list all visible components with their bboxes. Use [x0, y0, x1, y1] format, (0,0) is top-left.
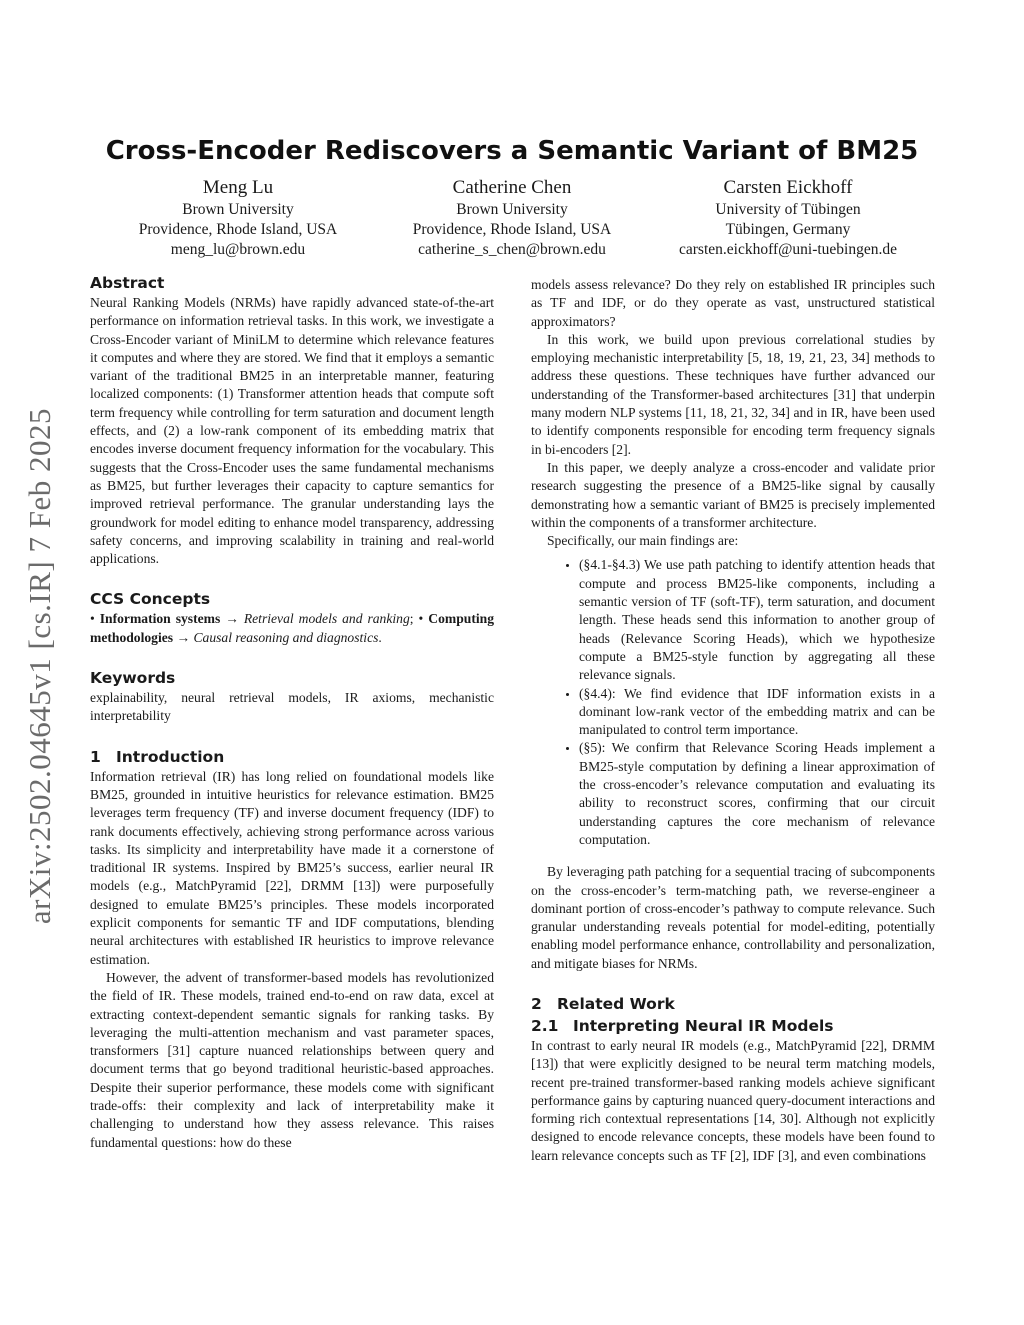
body-paragraph: By leveraging path patching for a sequential tracing of subcomponents on the cross-encoder’s term-matching path, we reverse-engineer a dominant portion of cross-encoder’s pathway to compute relevance. Such granular understanding reveals potential for model-editing, potentially enabling model performance enhance, controllability and personalization, and mitigate biases for NRMs.: [531, 864, 935, 971]
subsection-heading: [531, 1015, 935, 1037]
author-name: Catherine Chen: [452, 177, 572, 198]
ccs-end: .: [378, 629, 382, 645]
section-heading: [531, 993, 935, 1015]
ccs-concept-main: Information systems: [99, 611, 221, 627]
author-email: catherine_s_chen@brown.edu: [418, 241, 606, 258]
ccs-heading: CCS Concepts: [90, 590, 211, 609]
ccs-concept-main: Computing methodologies: [90, 611, 494, 645]
body-paragraph: In contrast to early neural IR models (e.g., MatchPyramid [22], DRMM [13]) that were explicitly designed to be neural term matching models, recent pre-trained transformer-based ranking models achieve significant performance gains by capturing nuanced query-document interactions and forming rich contextual representations [14, 30]. Although not explicitly designed to encode relevance concepts, these models have been found to learn relevance concepts such as TF [2], IDF [3], and even combinations: [531, 1037, 935, 1163]
body-paragraph: In this work, we build upon previous correlational studies by employing mechanistic interpretability [5, 18, 19, 21, 23, 34] methods to address these questions. These techniques have further advanced our understanding of the Transformer-based architectures [31] that underpin many modern NLP systems [11, 18, 21, 32, 34] and in IR, have been used to identify components responsible for encoding term frequency signals in bi-encoders [2].: [531, 331, 935, 457]
paper-title: Cross-Encoder Rediscovers a Semantic Variant of BM25: [105, 136, 919, 166]
author-block: [88, 176, 388, 260]
ccs-concept-sub: Causal reasoning and diagnostics: [193, 629, 379, 645]
author-email: meng_lu@brown.edu: [170, 241, 306, 258]
left-column: [90, 272, 494, 1152]
author-name: Meng Lu: [202, 177, 274, 198]
abstract-text: Neural Ranking Models (NRMs) have rapidly advanced state-of-the-art performance on information retrieval tasks. In this work, we investigate a Cross-Encoder variant of MiniLM to determine which relevance features it computes and where they are stored. We find that it employs a semantic variant of the traditional BM25 in an interpretable manner, featuring localized components: (1) Transformer attention heads that compute soft term frequency while controlling for term saturation and document length effects, and (2) a low-rank component of its embedding matrix that encodes inverse document frequency information for the vocabulary. This suggests that the Cross-Encoder uses the same fundamental mechanisms as BM25, but further leverages their capacity to capture semantics for improved retrieval performance. The granular understanding lays the groundwork for model editing to enhance model transparency, addressing safety concerns, and improving scalability in training and real-world applications.: [90, 295, 494, 567]
author-affiliation: Brown University: [182, 201, 294, 218]
author-affiliation: University of Tübingen: [715, 201, 861, 218]
author-name: Carsten Eickhoff: [723, 177, 853, 198]
ccs-bullet: •: [418, 611, 424, 627]
author-location: Tübingen, Germany: [725, 221, 851, 238]
section-title: Related Work: [557, 994, 675, 1013]
right-column: [531, 276, 935, 1165]
abstract-heading: Abstract: [90, 274, 165, 292]
ccs-arrow: →: [176, 629, 191, 645]
body-paragraph: However, the advent of transformer-based models has revolutionized the field of IR. These models, trained end-to-end on raw data, excel at extracting context-dependent semantic signals for ranking tasks. By leveraging the multi-attention mechanism and vast parameter spaces, transformers [31] capture nuanced relationships between query and document terms that go beyond traditional heuristic-based approaches. Despite their superior performance, these models come with significant trade-offs: their complexity and lack of interpretability make it challenging to understand how they assess relevance. This raises fundamental questions: how do these: [90, 969, 494, 1150]
list-item: • (§5): We confirm that Relevance Scoring Heads implement a BM25-style computation by defining a linear approximation of the cross-encoder’s relevance computation and evaluating its ability to reconstruct scores, confirming that our circuit understanding captures the core mechanism of relevance computation.: [579, 739, 935, 849]
author-email: carsten.eickhoff@uni-tuebingen.de: [679, 241, 897, 258]
ccs-concept-sub: Retrieval models and ranking: [243, 611, 410, 627]
keywords-text: explainability, neural retrieval models, IR axioms, mechanistic interpretability: [90, 690, 494, 724]
list-item: • (§4.4): We find evidence that IDF information exists in a dominant low-rank vector of the embedding matrix and can be manipulated to control term importance.: [579, 685, 935, 740]
section-number: 1: [90, 747, 101, 766]
ccs-arrow: →: [225, 611, 239, 627]
ccs-separator: ;: [409, 611, 414, 627]
subsection-number: 2.1: [531, 1016, 559, 1035]
section-number: 2: [531, 994, 542, 1013]
author-location: Providence, Rhode Island, USA: [412, 221, 612, 238]
author-location: Providence, Rhode Island, USA: [138, 221, 338, 238]
findings-list: [531, 556, 935, 849]
subsection-title: Interpreting Neural IR Models: [573, 1016, 834, 1035]
author-block: [638, 176, 938, 260]
author-block: [362, 176, 662, 260]
author-affiliation: Brown University: [456, 201, 568, 218]
body-paragraph: Specifically, our main findings are:: [547, 533, 739, 549]
ccs-bullet: •: [90, 611, 95, 627]
arxiv-stamp: arXiv:2502.04645v1 [cs.IR] 7 Feb 2025: [22, 408, 57, 925]
body-paragraph: Information retrieval (IR) has long relied on foundational models like BM25, grounded in intuitive heuristics for relevance estimation. BM25 leverages term frequency (TF) and inverse document frequency (IDF) to rank documents effectively, achieving strong performance across various tasks. Its simplicity and interpretability have made it a cornerstone of traditional IR systems. Inspired by BM25’s success, earlier neural IR models (e.g., MatchPyramid [22], DRMM [13]) were purposefully designed to emulate BM25’s principles. These models incorporated explicit components for semantic TF and IDF computations, blending neural architectures with established IR heuristics to improve relevance estimation.: [90, 768, 494, 967]
body-paragraph: models assess relevance? Do they rely on established IR principles such as TF and IDF, or do they operate as vast, unstructured statistical approximators?: [531, 277, 935, 329]
keywords-heading: Keywords: [90, 669, 176, 688]
section-title: Introduction: [116, 747, 225, 766]
ccs-concepts: [90, 610, 494, 647]
body-paragraph: In this paper, we deeply analyze a cross-encoder and validate prior research suggesting the presence of a BM25-like signal by causally demonstrating how a semantic variant of BM25 is precisely implemented within the components of a transformer architecture.: [531, 459, 935, 530]
list-item: • (§4.1-§4.3) We use path patching to identify attention heads that compute and process BM25-like components, including a semantic version of TF (soft-TF), term saturation, and document length. These heads send this information to another group of heads (Relevance Scoring Heads), which we hypothesize compute a BM25-style function by aggregating all these relevance signals.: [579, 556, 935, 684]
section-heading: [90, 746, 494, 768]
